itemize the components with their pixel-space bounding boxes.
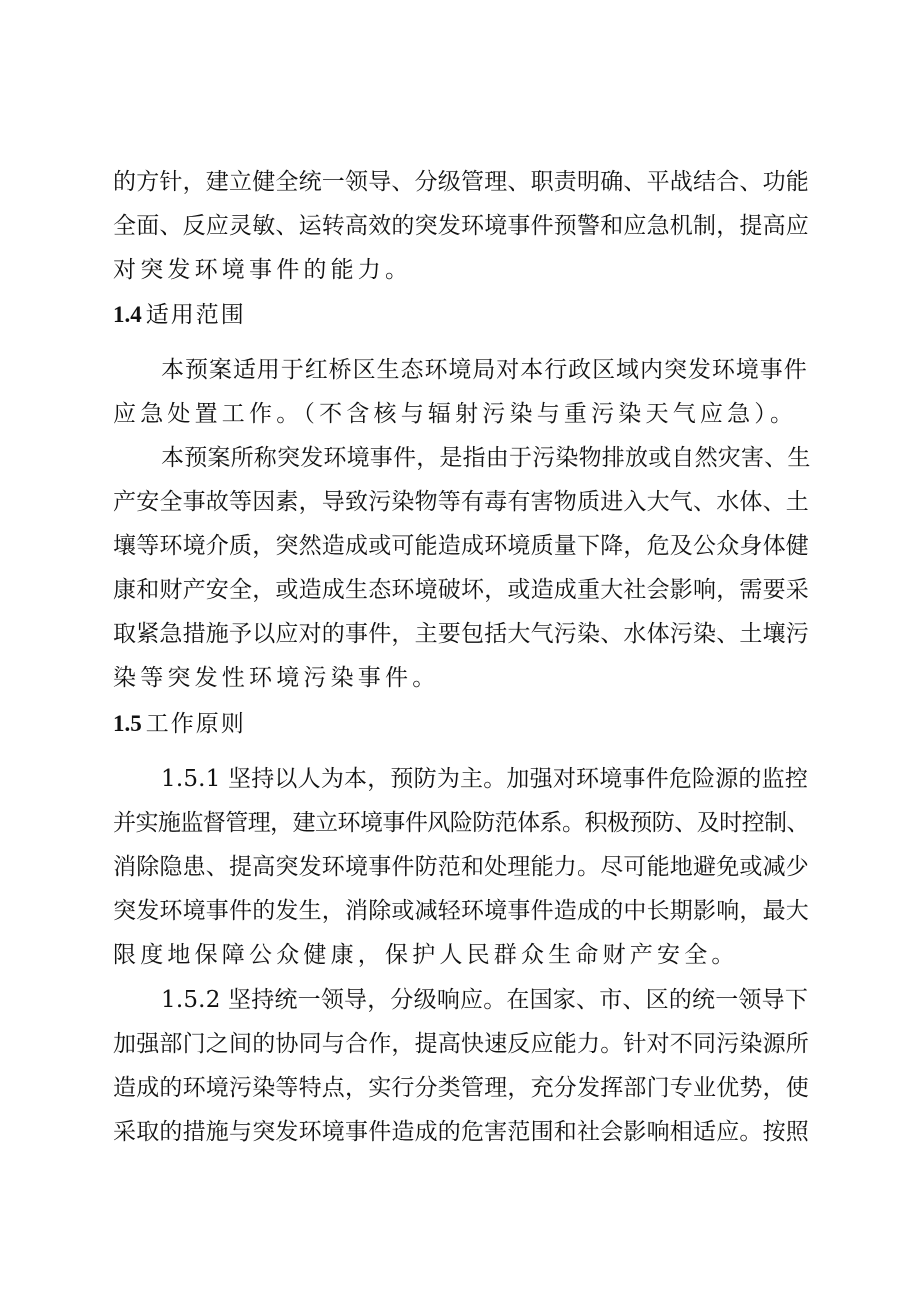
paragraph-scope-2-line-1: 本预案所称突发环境事件，是指由于污染物排放或自然灾害、生 xyxy=(161,445,811,471)
paragraph-1-5-1-line-3: 消除隐患、提高突发环境事件防范和处理能力。尽可能地避免或减少 xyxy=(113,854,809,880)
paragraph-1-5-2-line-4: 采取的措施与突发环境事件造成的危害范围和社会影响相适应。按照 xyxy=(113,1119,809,1145)
paragraph-1-5-2-line-3: 造成的环境污染等特点，实行分类管理，充分发挥部门专业优势，使 xyxy=(113,1075,809,1101)
section-number: 1.5 xyxy=(113,711,142,736)
paragraph-1-5-1-line-2: 并实施监督管理，建立环境事件风险防范体系。积极预防、及时控制、 xyxy=(113,810,809,836)
paragraph-scope-2-line-5: 取紧急措施予以应对的事件，主要包括大气污染、水体污染、土壤污 xyxy=(113,621,809,647)
paragraph-1-5-1-line-1: 1.5.1 坚持以人为本，预防为主。加强对环境事件危险源的监控 xyxy=(161,766,809,792)
section-heading-1-5 xyxy=(113,709,246,739)
paragraph-scope-1-line-2: 应急处置工作。（不含核与辐射污染与重污染天气应急）。 xyxy=(113,401,798,427)
paragraph-scope-2-line-4: 康和财产安全，或造成生态环境破坏，或造成重大社会影响，需要采 xyxy=(113,577,809,603)
paragraph-1-5-1-line-5: 限度地保障公众健康，保护人民群众生命财产安全。 xyxy=(113,942,739,968)
paragraph-scope-1-line-1: 本预案适用于红桥区生态环境局对本行政区域内突发环境事件 xyxy=(161,357,808,383)
paragraph-intro-line-2: 全面、反应灵敏、运转高效的突发环境事件预警和应急机制，提高应 xyxy=(113,213,809,239)
section-number: 1.4 xyxy=(113,302,142,327)
section-title: 工作原则 xyxy=(145,711,246,737)
paragraph-1-5-2-line-1: 1.5.2 坚持统一领导，分级响应。在国家、市、区的统一领导下 xyxy=(161,987,809,1013)
paragraph-scope-2-line-3: 壤等环境介质，突然造成或可能造成环境质量下降，危及公众身体健 xyxy=(113,533,809,559)
paragraph-scope-2-line-2: 产安全事故等因素，导致污染物等有毒有害物质进入大气、水体、土 xyxy=(113,489,809,515)
paragraph-intro-line-3: 对突发环境事件的能力。 xyxy=(113,257,413,283)
section-heading-1-4 xyxy=(113,300,246,330)
paragraph-scope-2-line-6: 染等突发性环境污染事件。 xyxy=(113,665,440,691)
paragraph-intro-line-1: 的方针，建立健全统一领导、分级管理、职责明确、平战结合、功能 xyxy=(113,169,809,195)
paragraph-1-5-2-line-2: 加强部门之间的协同与合作，提高快速反应能力。针对不同污染源所 xyxy=(113,1031,809,1057)
section-title: 适用范围 xyxy=(145,302,246,328)
paragraph-1-5-1-line-4: 突发环境事件的发生，消除或减轻环境事件造成的中长期影响，最大 xyxy=(113,898,809,924)
